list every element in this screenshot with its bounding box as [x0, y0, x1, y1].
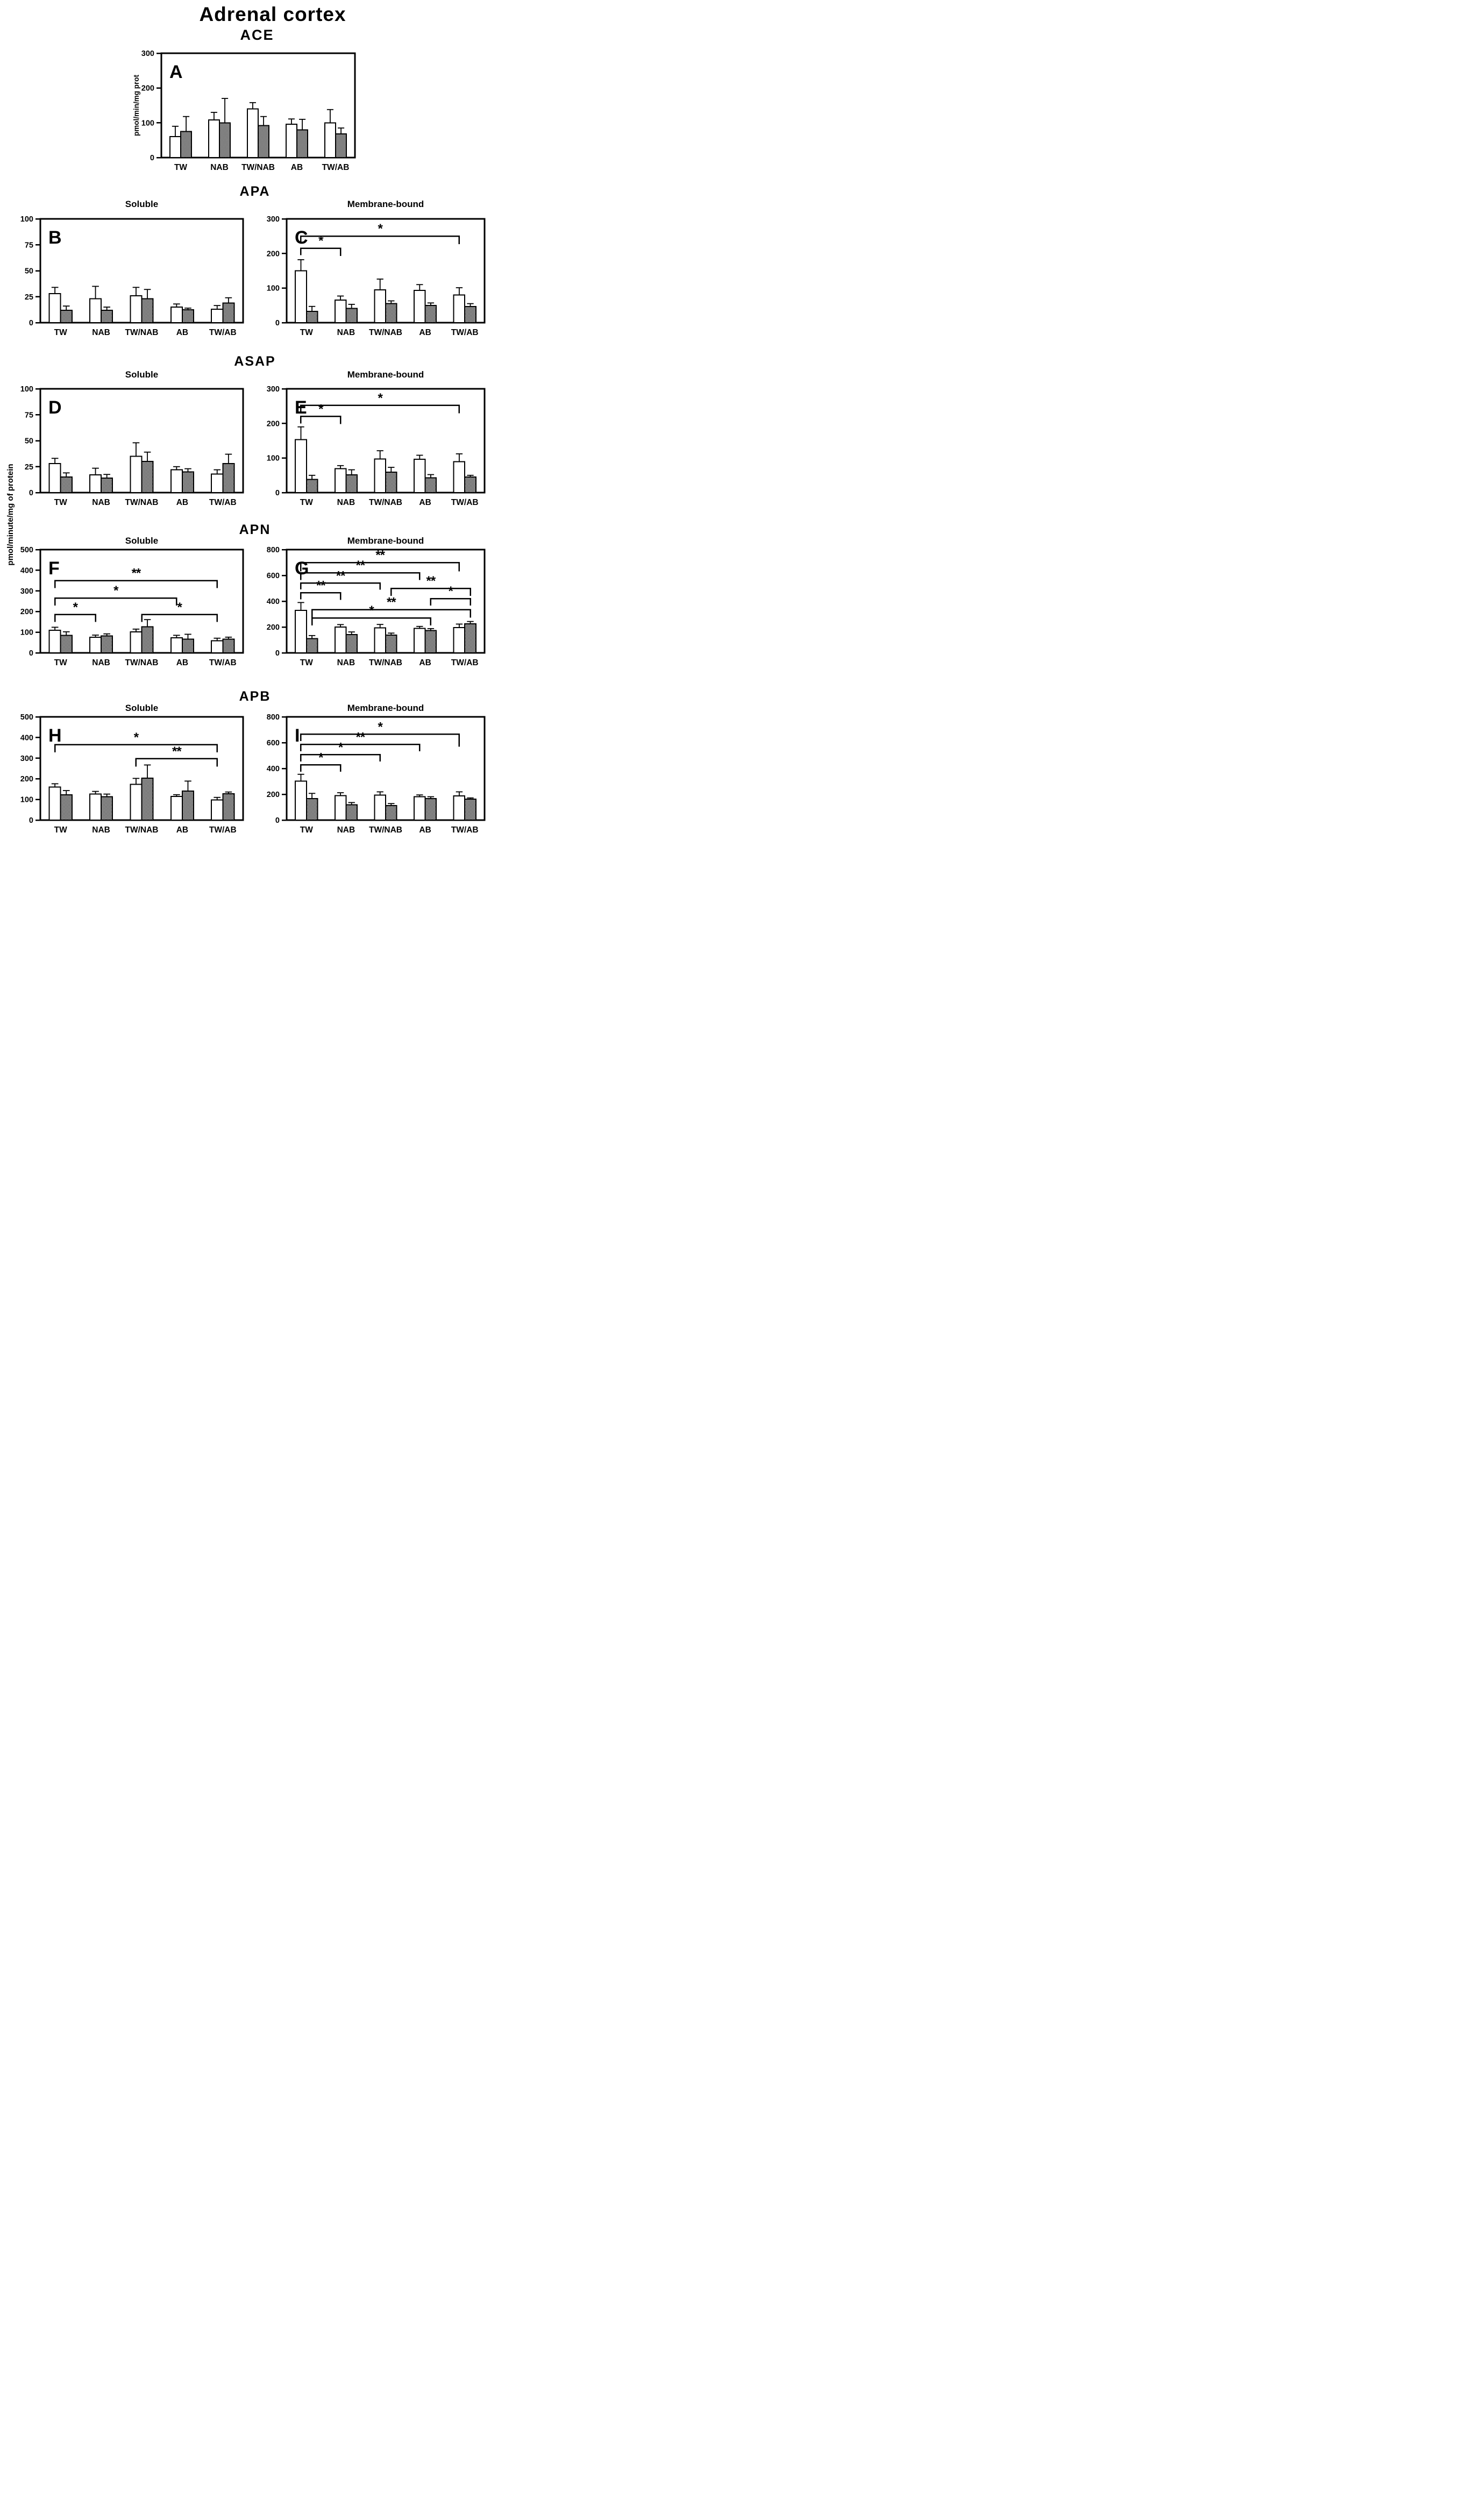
significance-stars: * — [378, 390, 382, 405]
y-tick-label: 300 — [20, 587, 33, 596]
y-tick-label: 200 — [20, 775, 33, 784]
bar-wky-TW — [49, 630, 61, 653]
x-category-label: TW/AB — [209, 658, 237, 667]
panel-C-chart — [253, 210, 486, 345]
significance-stars: ** — [426, 574, 436, 588]
panel-G-chart — [253, 541, 486, 675]
bar-shr-TW/NAB — [386, 304, 397, 323]
bar-wky-TW/NAB — [247, 109, 258, 158]
panel-letter-G: G — [295, 558, 309, 579]
significance-stars: ** — [375, 548, 385, 563]
significance-stars: * — [378, 222, 382, 237]
bar-shr-TW/AB — [465, 307, 476, 323]
x-category-label: TW/AB — [322, 163, 350, 172]
y-tick-label: 200 — [266, 623, 280, 632]
bar-wky-NAB — [90, 299, 101, 323]
y-tick-label: 300 — [141, 49, 154, 58]
bar-shr-AB — [425, 631, 437, 653]
x-category-label: TW/NAB — [369, 825, 402, 835]
y-tick-label: 300 — [266, 385, 280, 394]
bar-wky-TW — [295, 271, 307, 323]
x-category-label: TW/AB — [209, 825, 237, 835]
bar-shr-NAB — [101, 310, 112, 323]
y-tick-label: 25 — [24, 293, 33, 302]
y-tick-label: 0 — [275, 319, 280, 328]
x-category-label: TW/NAB — [241, 163, 275, 172]
significance-stars: * — [73, 600, 78, 615]
section-heading-apb: APB — [239, 689, 271, 704]
y-tick-label: 100 — [20, 628, 33, 637]
bar-shr-TW/NAB — [258, 126, 269, 158]
bar-wky-AB — [414, 628, 425, 653]
bar-shr-AB — [182, 791, 194, 820]
x-category-label: TW/AB — [209, 328, 237, 337]
section-heading-apa: APA — [239, 184, 271, 199]
bar-wky-TW/AB — [325, 123, 336, 158]
x-category-label: TW/NAB — [125, 825, 159, 835]
x-category-label: TW/AB — [451, 658, 479, 667]
y-tick-label: 200 — [141, 84, 154, 93]
y-tick-label: 0 — [29, 649, 33, 658]
y-tick-label: 300 — [20, 754, 33, 763]
significance-stars: ** — [336, 568, 345, 583]
bar-wky-TW/NAB — [130, 632, 141, 653]
panel-letter-B: B — [48, 227, 62, 248]
bar-shr-AB — [182, 310, 194, 323]
y-tick-label: 75 — [24, 411, 33, 420]
bar-shr-TW — [181, 132, 191, 158]
bar-shr-TW — [307, 638, 318, 653]
x-category-label: TW/NAB — [369, 658, 402, 667]
bar-wky-TW — [170, 137, 181, 158]
bar-wky-TW/NAB — [130, 456, 141, 493]
significance-stars: ** — [131, 566, 141, 581]
x-category-label: TW/NAB — [125, 498, 159, 507]
y-tick-label: 800 — [266, 713, 280, 722]
column-heading-asap-membrane: Membrane-bound — [347, 369, 424, 380]
bar-wky-TW — [295, 440, 307, 493]
y-tick-label: 200 — [266, 419, 280, 429]
bar-wky-NAB — [335, 300, 346, 323]
bar-shr-NAB — [346, 475, 357, 493]
x-category-label: NAB — [337, 498, 355, 507]
bar-wky-TW/AB — [454, 462, 465, 493]
bar-wky-AB — [171, 796, 182, 820]
y-tick-label: 600 — [266, 739, 280, 748]
bar-shr-TW/AB — [465, 799, 476, 820]
x-category-label: AB — [419, 658, 431, 667]
y-tick-label: 100 — [141, 119, 154, 128]
x-category-label: AB — [419, 498, 431, 507]
panel-letter-E: E — [295, 397, 307, 418]
x-category-label: TW/NAB — [125, 658, 159, 667]
bar-shr-TW/AB — [223, 639, 234, 653]
bar-wky-NAB — [335, 795, 346, 820]
bar-shr-AB — [182, 639, 194, 653]
bar-wky-NAB — [90, 637, 101, 653]
bar-shr-TW/AB — [336, 134, 346, 158]
bar-shr-NAB — [346, 309, 357, 323]
x-category-label: TW — [54, 658, 67, 667]
bar-wky-NAB — [209, 120, 219, 158]
bar-wky-AB — [286, 124, 297, 158]
x-category-label: TW — [54, 498, 67, 507]
bar-wky-AB — [171, 307, 182, 323]
x-category-label: AB — [176, 658, 189, 667]
x-category-label: TW/AB — [451, 498, 479, 507]
bar-wky-AB — [414, 459, 425, 493]
significance-stars: ** — [386, 595, 396, 610]
column-heading-apb-soluble: Soluble — [125, 703, 159, 713]
x-category-label: TW — [300, 658, 313, 667]
bar-wky-TW/AB — [454, 295, 465, 323]
y-tick-label: 300 — [266, 215, 280, 224]
panel-B-chart — [7, 210, 250, 345]
x-category-label: AB — [419, 328, 431, 337]
significance-stars: * — [133, 730, 139, 745]
y-tick-label: 100 — [266, 284, 280, 293]
significance-stars: * — [318, 402, 323, 417]
panel-letter-I: I — [295, 725, 300, 746]
figure-page — [0, 0, 486, 850]
bar-wky-TW — [295, 781, 307, 820]
x-category-label: TW/AB — [451, 328, 479, 337]
bar-wky-TW/AB — [454, 628, 465, 653]
y-tick-label: 100 — [20, 385, 33, 394]
x-category-label: TW/NAB — [125, 328, 159, 337]
panel-D-chart — [7, 380, 250, 515]
x-category-label: TW — [54, 825, 67, 835]
bar-wky-TW/NAB — [130, 785, 141, 820]
y-tick-label: 500 — [20, 546, 33, 554]
bar-shr-AB — [425, 305, 437, 323]
significance-stars: * — [378, 720, 382, 735]
x-category-label: NAB — [337, 825, 355, 835]
panel-letter-A: A — [169, 62, 183, 82]
y-tick-label: 100 — [20, 795, 33, 805]
x-category-label: NAB — [337, 658, 355, 667]
panel-letter-H: H — [48, 725, 62, 746]
y-axis-label-A: pmol/min/mg prot — [132, 75, 140, 136]
column-heading-apa-membrane: Membrane-bound — [347, 199, 424, 209]
column-heading-apn-membrane: Membrane-bound — [347, 536, 424, 546]
x-category-label: TW — [300, 328, 313, 337]
x-category-label: AB — [419, 825, 431, 835]
column-heading-apa-soluble: Soluble — [125, 199, 159, 209]
panel-A-chart — [128, 45, 361, 180]
bar-shr-TW/AB — [223, 464, 234, 493]
x-category-label: TW — [300, 825, 313, 835]
x-category-label: AB — [176, 825, 189, 835]
x-category-label: AB — [176, 498, 189, 507]
bar-shr-TW/AB — [465, 624, 476, 653]
y-axis-global-label: pmol/minute/mg of protein — [6, 464, 15, 566]
y-tick-label: 50 — [24, 267, 33, 276]
y-tick-label: 500 — [20, 713, 33, 722]
y-tick-label: 0 — [29, 816, 33, 825]
bar-shr-TW — [61, 310, 72, 323]
bar-shr-TW/NAB — [386, 472, 397, 493]
y-tick-label: 0 — [275, 816, 280, 825]
x-category-label: NAB — [210, 163, 229, 172]
x-category-label: NAB — [337, 328, 355, 337]
bar-wky-TW/NAB — [374, 290, 386, 323]
section-heading-asap: ASAP — [234, 354, 276, 369]
figure-title: Adrenal cortex — [199, 3, 346, 25]
bar-shr-TW/NAB — [142, 627, 153, 653]
bar-shr-NAB — [346, 805, 357, 820]
bar-shr-TW/AB — [223, 303, 234, 323]
panel-E-chart — [253, 380, 486, 515]
x-category-label: NAB — [92, 825, 110, 835]
bar-wky-AB — [171, 470, 182, 493]
y-tick-label: 0 — [275, 649, 280, 658]
significance-stars: ** — [172, 744, 181, 759]
bar-wky-TW/AB — [211, 309, 223, 323]
bar-shr-TW/NAB — [386, 806, 397, 820]
panel-letter-F: F — [48, 558, 60, 579]
y-tick-label: 200 — [266, 791, 280, 799]
bar-wky-TW/NAB — [374, 459, 386, 493]
bar-wky-TW/NAB — [374, 795, 386, 820]
y-tick-label: 800 — [266, 546, 280, 554]
significance-stars: ** — [316, 578, 325, 593]
x-category-label: TW/NAB — [369, 328, 402, 337]
column-heading-apn-soluble: Soluble — [125, 536, 159, 546]
significance-stars: * — [318, 233, 323, 248]
y-tick-label: 0 — [29, 489, 33, 497]
x-category-label: NAB — [92, 658, 110, 667]
x-category-label: TW — [174, 163, 188, 172]
column-heading-apb-membrane: Membrane-bound — [347, 703, 424, 713]
bar-wky-TW/AB — [211, 474, 223, 493]
y-tick-label: 400 — [266, 765, 280, 773]
x-category-label: NAB — [92, 498, 110, 507]
bar-shr-TW/AB — [223, 794, 234, 820]
bar-shr-TW/NAB — [142, 461, 153, 493]
bar-shr-NAB — [101, 797, 112, 820]
bar-wky-TW — [49, 294, 61, 323]
y-tick-label: 100 — [266, 454, 280, 463]
bar-wky-NAB — [90, 475, 101, 493]
significance-stars: * — [318, 750, 323, 765]
bar-shr-AB — [425, 799, 437, 820]
x-category-label: TW — [300, 498, 313, 507]
y-tick-label: 400 — [266, 597, 280, 606]
bar-wky-AB — [414, 290, 425, 323]
x-category-label: AB — [176, 328, 189, 337]
bar-wky-TW — [49, 464, 61, 493]
y-tick-label: 400 — [20, 734, 33, 743]
significance-stars: * — [338, 740, 343, 755]
panel-F-chart — [7, 541, 250, 675]
bar-wky-NAB — [90, 794, 101, 820]
panel-H-chart — [7, 708, 250, 843]
bar-shr-TW/NAB — [386, 635, 397, 653]
bar-shr-TW/NAB — [142, 299, 153, 323]
bar-wky-TW — [295, 610, 307, 653]
y-tick-label: 600 — [266, 572, 280, 580]
panel-letter-D: D — [48, 397, 62, 418]
y-tick-label: 100 — [20, 215, 33, 224]
section-heading-apn: APN — [239, 522, 271, 537]
x-category-label: TW/NAB — [369, 498, 402, 507]
significance-stars: * — [369, 603, 374, 618]
significance-stars: * — [113, 583, 118, 599]
y-tick-label: 0 — [275, 489, 280, 497]
bar-shr-NAB — [346, 635, 357, 653]
bar-shr-TW — [307, 480, 318, 493]
bar-wky-TW — [49, 787, 61, 820]
panel-I-chart — [253, 708, 486, 843]
y-tick-label: 75 — [24, 241, 33, 250]
y-tick-label: 0 — [29, 319, 33, 328]
bar-shr-AB — [425, 478, 437, 493]
significance-stars: * — [177, 600, 182, 615]
bar-wky-AB — [414, 797, 425, 820]
y-tick-label: 400 — [20, 566, 33, 575]
x-category-label: TW/AB — [451, 825, 479, 835]
y-tick-label: 25 — [24, 462, 33, 472]
bar-shr-NAB — [219, 123, 230, 158]
bar-wky-TW/AB — [454, 796, 465, 820]
bar-shr-TW/NAB — [142, 778, 153, 820]
bar-wky-AB — [171, 638, 182, 653]
bar-wky-TW/AB — [211, 640, 223, 653]
bar-shr-TW — [307, 799, 318, 820]
bar-wky-TW/NAB — [130, 296, 141, 323]
bar-shr-TW — [61, 635, 72, 653]
x-category-label: TW/AB — [209, 498, 237, 507]
significance-stars: ** — [355, 730, 365, 745]
y-tick-label: 50 — [24, 437, 33, 446]
bar-wky-NAB — [335, 627, 346, 653]
x-category-label: TW — [54, 328, 67, 337]
bar-shr-TW/AB — [465, 477, 476, 493]
y-tick-label: 200 — [266, 250, 280, 259]
bar-shr-NAB — [101, 636, 112, 653]
section-heading-ace: ACE — [240, 27, 274, 43]
y-tick-label: 0 — [150, 154, 154, 162]
y-tick-label: 200 — [20, 608, 33, 617]
x-category-label: NAB — [92, 328, 110, 337]
panel-letter-C: C — [295, 227, 308, 248]
bar-wky-TW/AB — [211, 800, 223, 820]
bar-shr-TW — [61, 477, 72, 493]
bar-shr-TW — [307, 311, 318, 323]
x-category-label: AB — [290, 163, 303, 172]
bar-shr-AB — [297, 130, 308, 158]
significance-stars: ** — [355, 558, 365, 573]
bar-shr-TW — [61, 795, 72, 820]
significance-stars: * — [448, 584, 453, 599]
bar-shr-NAB — [101, 478, 112, 493]
bar-wky-TW/NAB — [374, 628, 386, 653]
bar-shr-AB — [182, 472, 194, 493]
bar-wky-NAB — [335, 469, 346, 493]
column-heading-asap-soluble: Soluble — [125, 369, 159, 380]
